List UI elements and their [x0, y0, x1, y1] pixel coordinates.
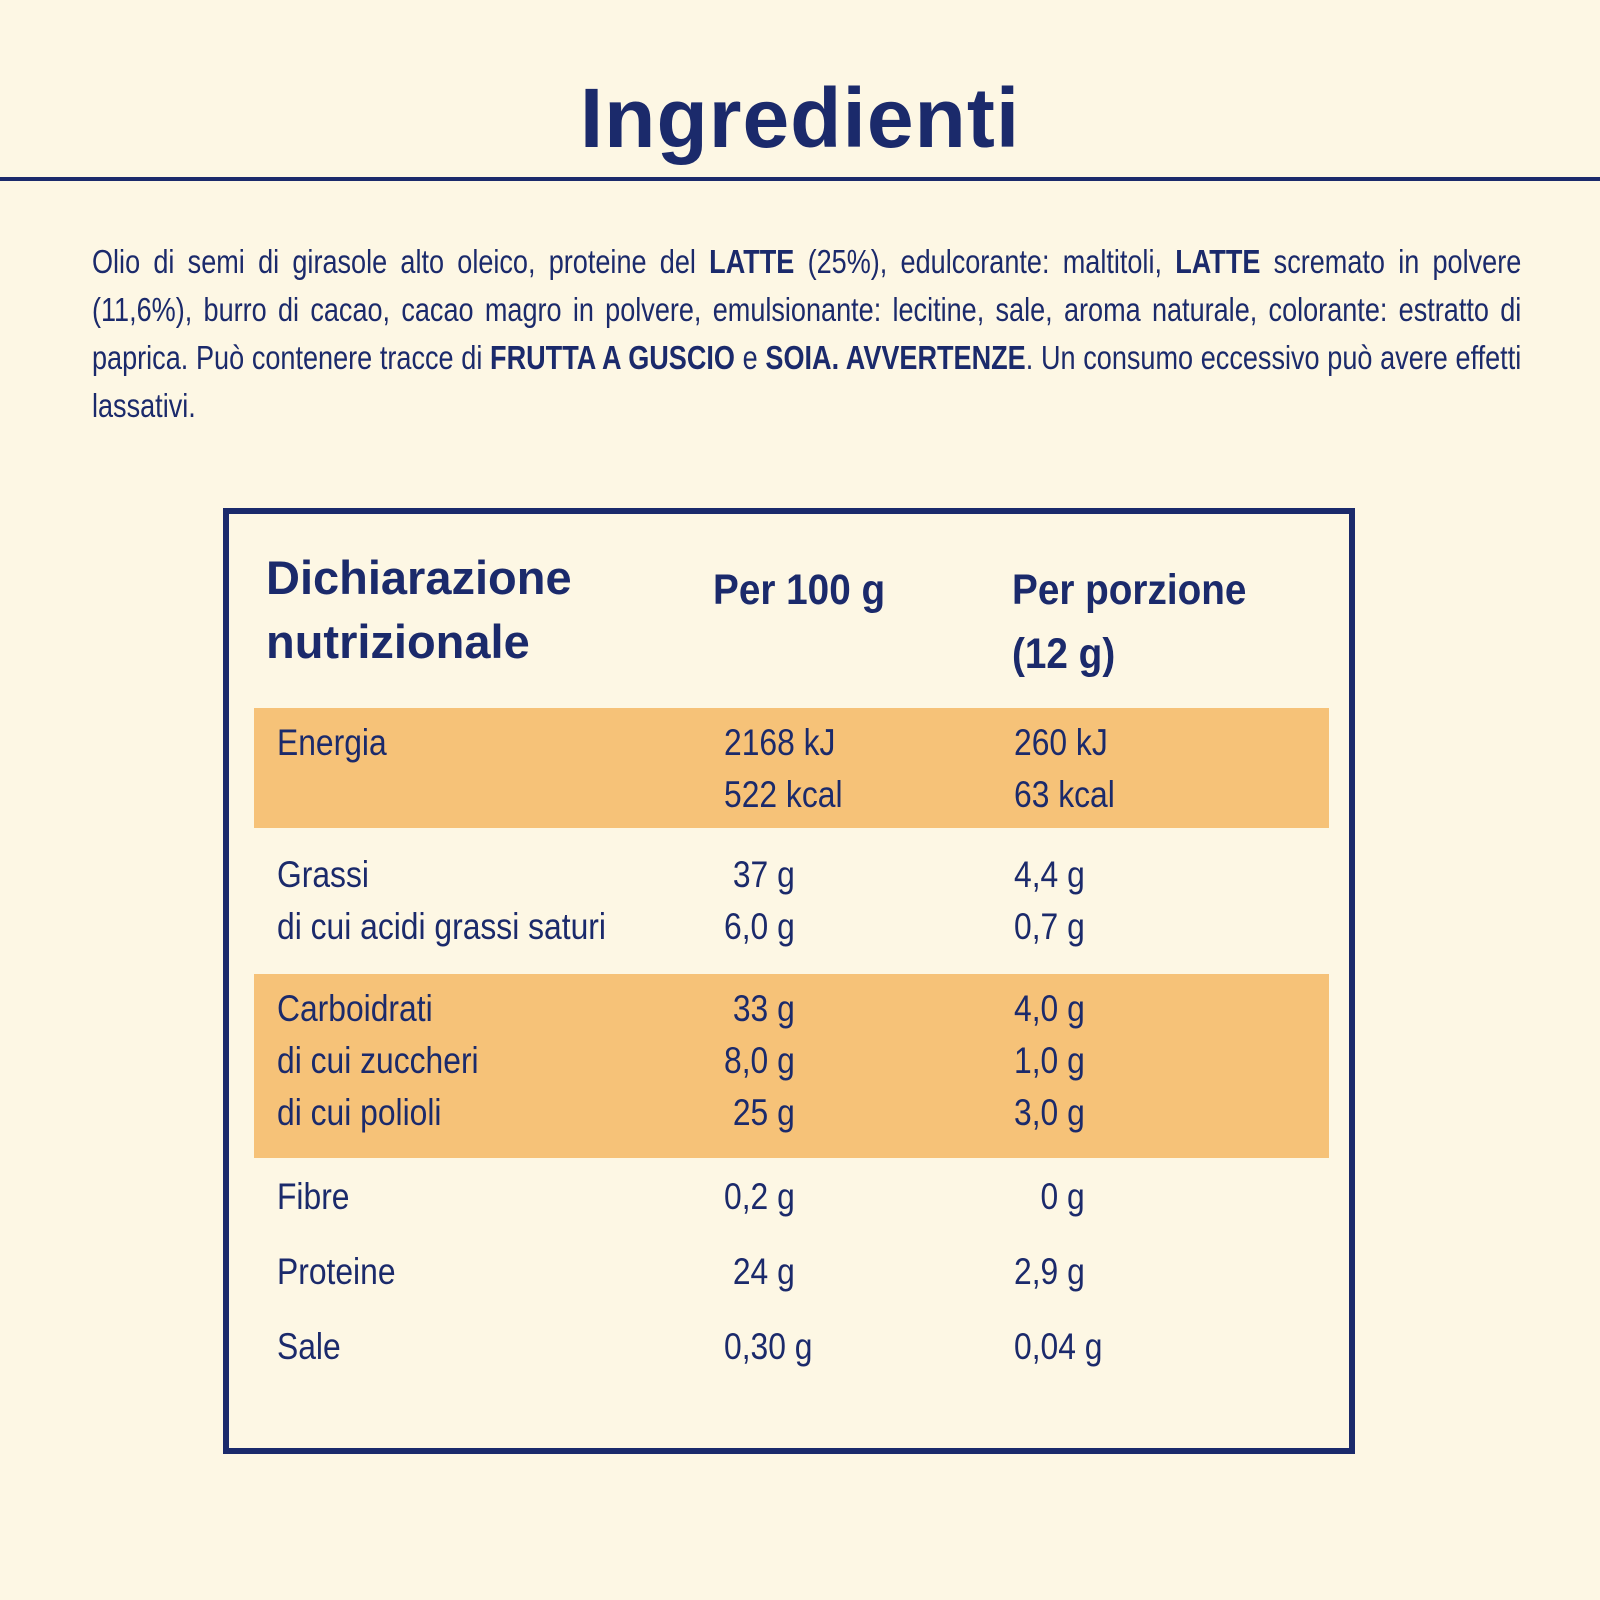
table-header-portion-line: (12 g) [1012, 630, 1116, 678]
table-cell-label: Energia [277, 722, 387, 763]
table-cell-portion: 0,04 g [1014, 1326, 1103, 1367]
table-cell-portion: 0 g [1014, 1176, 1085, 1217]
table-cell-per100: 24 g [724, 1251, 795, 1292]
table-cell-label: di cui acidi grassi saturi [277, 906, 606, 947]
table-cell-portion: 4,0 g [1014, 988, 1085, 1029]
table-header-label-line: Dichiarazione [266, 551, 572, 604]
ingredients-text [92, 238, 1521, 430]
allergen-soia-warning: SOIA. AVVERTENZE [765, 339, 1026, 376]
table-header-per100: Per 100 g [713, 566, 886, 614]
allergen-latte: LATTE [1175, 243, 1261, 280]
table-cell-portion: 3,0 g [1014, 1092, 1085, 1133]
table-cell-per100: 6,0 g [724, 906, 795, 947]
title-divider [0, 177, 1600, 181]
table-cell-per100: 33 g [724, 988, 795, 1029]
table-cell-label: di cui zuccheri [277, 1040, 479, 1081]
table-cell-per100: 2168 kJ [724, 722, 836, 763]
allergen-frutta-a-guscio: FRUTTA A GUSCIO [490, 339, 735, 376]
table-cell-label: Grassi [277, 854, 369, 895]
table-cell-per100: 0,30 g [724, 1326, 813, 1367]
allergen-latte: LATTE [709, 243, 795, 280]
ingredients-text-part: e [734, 339, 766, 376]
table-header-per-portion [1012, 558, 1246, 686]
table-cell-label: di cui polioli [277, 1092, 442, 1133]
table-cell-per100: 37 g [724, 854, 795, 895]
table-cell-portion: 4,4 g [1014, 854, 1085, 895]
table-header-label-line: nutrizionale [266, 615, 530, 668]
table-cell-label: Carboidrati [277, 988, 433, 1029]
table-cell-portion: 260 kJ [1014, 722, 1108, 763]
table-cell-portion: 1,0 g [1014, 1040, 1085, 1081]
table-header-label [266, 546, 572, 674]
table-cell-per100: 522 kcal [724, 774, 843, 815]
table-cell-portion: 2,9 g [1014, 1251, 1085, 1292]
table-cell-portion: 63 kcal [1014, 774, 1115, 815]
table-header-portion-line: Per porzione [1012, 566, 1247, 614]
table-cell-per100: 8,0 g [724, 1040, 795, 1081]
table-cell-per100: 0,2 g [724, 1176, 795, 1217]
table-cell-per100: 25 g [724, 1092, 795, 1133]
table-cell-label: Sale [277, 1326, 341, 1367]
ingredients-text-part: scremato in polvere (11,6%), burro di cacao, cacao magro in polvere, emulsionante: lecitine, sale, aroma naturale, colorante: estratto di paprica. Può contenere tracce di [92, 243, 1522, 376]
table-cell-label: Proteine [277, 1251, 396, 1292]
page-title: Ingredienti [579, 71, 1021, 165]
table-cell-label: Fibre [277, 1176, 350, 1217]
ingredients-text-part: Olio di semi di girasole alto oleico, proteine del [92, 243, 710, 280]
ingredients-text-part: . Un consumo eccessivo può avere effetti lassativi. [92, 339, 1522, 424]
table-cell-portion: 0,7 g [1014, 906, 1085, 947]
ingredients-text-part: (25%), edulcorante: maltitoli, [794, 243, 1176, 280]
